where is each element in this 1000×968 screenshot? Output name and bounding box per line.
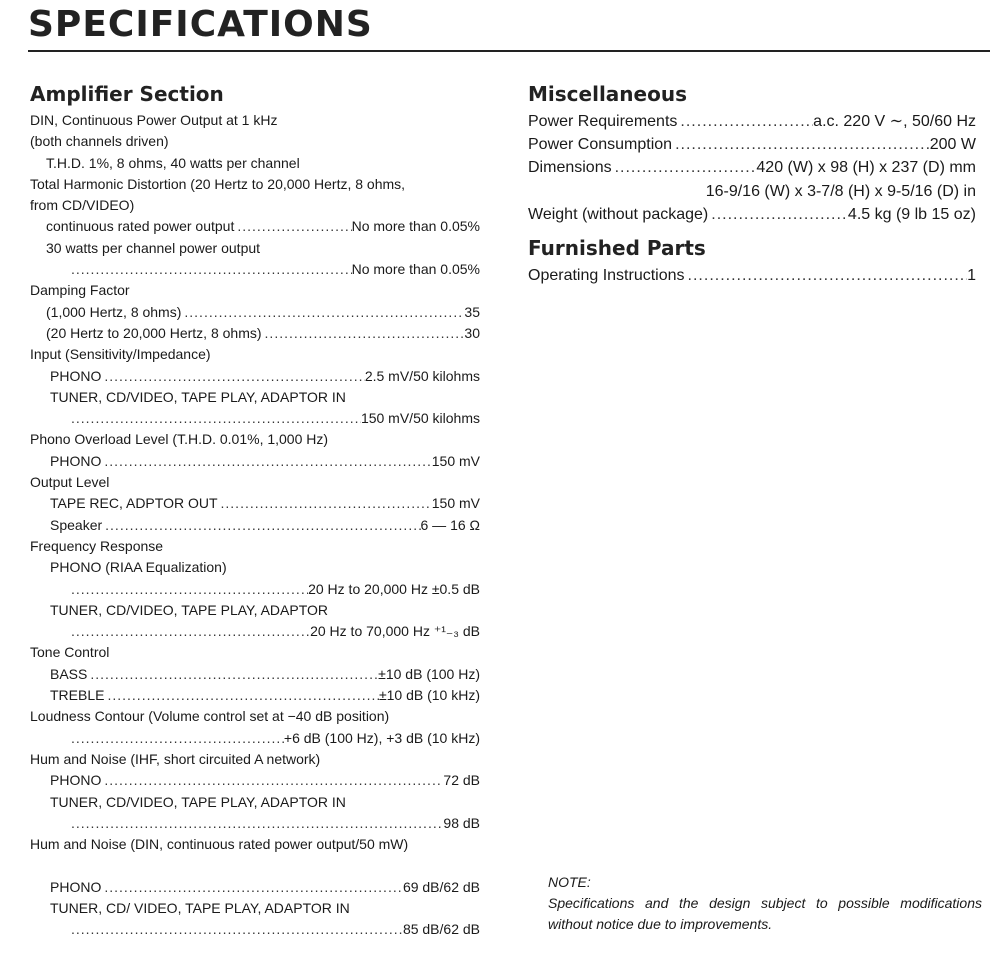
spec-row-value: 150 mV/50 kilohms (360, 410, 480, 427)
leader-dots (68, 408, 361, 429)
title-rule (28, 50, 990, 52)
spec-row (30, 493, 480, 514)
spec-row-value: 85 dB/62 dB (402, 921, 480, 938)
spec-label: from CD/VIDEO) (30, 197, 135, 214)
spec-row (30, 685, 480, 706)
spec-row-value: ±10 dB (100 Hz) (378, 665, 480, 682)
spec-row (30, 216, 480, 237)
leader-dots (708, 203, 848, 226)
note-heading: NOTE: (548, 874, 591, 890)
spec-row-label: (20 Hertz to 20,000 Hertz, 8 ohms) (46, 324, 262, 341)
spec-row-value: 150 mV (431, 495, 480, 512)
spec-row (30, 366, 480, 387)
leader-dots (101, 451, 431, 472)
spec-row-label: (1,000 Hertz, 8 ohms) (46, 303, 182, 320)
leader-dots (218, 493, 432, 514)
spec-label: Hum and Noise (IHF, short circuited A network) (30, 750, 321, 767)
spec-row-label: PHONO (50, 452, 102, 469)
spec-label: Hum and Noise (DIN, continuous rated power output/50 mW) (30, 836, 409, 853)
spec-row (30, 664, 480, 685)
spec-label: Phono Overload Level (T.H.D. 0.01%, 1,000 Hz) (30, 431, 329, 448)
spec-row-value: 420 (W) x 98 (H) x 237 (D) mm (756, 159, 976, 177)
section-heading-parts: Furnished Parts (528, 235, 706, 260)
spec-row (30, 919, 480, 940)
note-text: Specifications and the design subject to possible modifications without notice due to improvements. (548, 895, 982, 932)
spec-row-value: 4.5 kg (9 lb 15 oz) (847, 205, 976, 223)
leader-dots (68, 728, 284, 749)
leader-dots (612, 156, 757, 179)
spec-label: Loudness Contour (Volume control set at −40 dB position) (30, 708, 390, 725)
leader-dots (677, 110, 813, 133)
spec-row-label: continuous rated power output (46, 218, 235, 235)
spec-row-label: Speaker (50, 516, 103, 533)
leader-dots (685, 264, 968, 287)
spec-row-value: 69 dB/62 dB (402, 878, 480, 895)
spec-row-value: 2.5 mV/50 kilohms (364, 367, 480, 384)
spec-row (30, 515, 480, 536)
spec-row (30, 323, 480, 344)
section-heading-misc: Miscellaneous (528, 82, 687, 106)
section-heading-amplifier: Amplifier Section (30, 82, 224, 106)
spec-row-label: PHONO (50, 367, 102, 384)
spec-label: Tone Control (30, 644, 110, 661)
spec-label: Input (Sensitivity/Impedance) (30, 346, 211, 363)
spec-row-label: Power Requirements (528, 113, 678, 130)
spec-row (30, 451, 480, 472)
spec-row-value: 1 (967, 266, 976, 284)
spec-row-value: 72 dB (443, 772, 480, 789)
spec-value: 16-9/16 (W) x 3-7/8 (H) x 9-5/16 (D) in (705, 182, 976, 200)
spec-row-value: No more than 0.05% (351, 218, 480, 235)
leader-dots (234, 216, 351, 237)
spec-sublabel: TUNER, CD/VIDEO, TAPE PLAY, ADAPTOR (50, 601, 329, 618)
spec-row-value: 20 Hz to 70,000 Hz ⁺¹₋₃ dB (310, 623, 480, 640)
spec-row-value: ±10 dB (10 kHz) (378, 687, 480, 704)
spec-sublabel: TUNER, CD/VIDEO, TAPE PLAY, ADAPTOR IN (50, 388, 346, 405)
spec-row-value: 20 Hz to 20,000 Hz ±0.5 dB (308, 580, 480, 597)
spec-row-value: 150 mV (431, 452, 480, 469)
spec-row-value: +6 dB (100 Hz), +3 dB (10 kHz) (283, 729, 480, 746)
leader-dots (102, 515, 420, 536)
amplifier-section (30, 80, 480, 941)
spec-row (528, 133, 976, 156)
spec-row (30, 877, 480, 898)
spec-row-value: a.c. 220 V ∼, 50/60 Hz (813, 113, 976, 130)
leader-dots (672, 133, 930, 156)
spec-row (30, 408, 480, 429)
spec-sublabel: 30 watts per channel power output (46, 239, 261, 256)
leader-dots (181, 302, 464, 323)
spec-sublabel: TUNER, CD/ VIDEO, TAPE PLAY, ADAPTOR IN (50, 899, 350, 916)
spec-label: Frequency Response (30, 537, 164, 554)
spec-row-value: No more than 0.05% (351, 261, 480, 278)
leader-dots (104, 685, 378, 706)
spec-value: T.H.D. 1%, 8 ohms, 40 watts per channel (46, 154, 300, 171)
spec-row-label: BASS (50, 665, 88, 682)
spec-row-label: PHONO (50, 772, 102, 789)
spec-row-label: Power Consumption (528, 136, 673, 154)
spec-row (528, 203, 976, 226)
spec-row-value: 6 — 16 Ω (420, 516, 480, 533)
spec-label: Output Level (30, 474, 110, 491)
leader-dots (101, 877, 403, 898)
spec-row-value: 200 W (929, 136, 976, 154)
spec-row (30, 770, 480, 791)
leader-dots (68, 579, 308, 600)
leader-dots (101, 770, 443, 791)
spec-row (30, 259, 480, 280)
note-block (548, 872, 982, 935)
spec-row-value: 35 (464, 303, 480, 320)
spec-row-label: PHONO (50, 878, 102, 895)
spec-row (528, 264, 976, 287)
spec-row-label: TREBLE (50, 687, 105, 704)
spec-sublabel: (both channels driven) (30, 133, 169, 150)
page-title: SPECIFICATIONS (28, 4, 373, 45)
leader-dots (101, 366, 364, 387)
spec-label: Total Harmonic Distortion (20 Hertz to 20,000 Hertz, 8 ohms, (30, 175, 406, 192)
spec-row (30, 728, 480, 749)
spec-row-value: 30 (464, 324, 480, 341)
leader-dots (68, 919, 403, 940)
misc-column (528, 80, 976, 287)
spec-row (30, 813, 480, 834)
spec-row-label: Operating Instructions (528, 266, 685, 284)
spec-row-value: 98 dB (443, 814, 480, 831)
spec-sublabel: PHONO (RIAA Equalization) (50, 559, 227, 576)
spec-row (528, 110, 976, 133)
leader-dots (68, 259, 352, 280)
leader-dots (68, 813, 443, 834)
spec-label: Damping Factor (30, 282, 130, 299)
leader-dots (262, 323, 465, 344)
spec-row-label: TAPE REC, ADPTOR OUT (50, 495, 218, 512)
spec-row (30, 579, 480, 600)
leader-dots (68, 621, 310, 642)
spec-label: DIN, Continuous Power Output at 1 kHz (30, 112, 278, 128)
spec-row (30, 621, 480, 642)
spec-row (528, 156, 976, 179)
spec-row (30, 302, 480, 323)
leader-dots (87, 664, 378, 685)
spec-row-label: Dimensions (528, 159, 612, 177)
spec-row-label: Weight (without package) (528, 205, 709, 223)
spec-sublabel: TUNER, CD/VIDEO, TAPE PLAY, ADAPTOR IN (50, 793, 346, 810)
